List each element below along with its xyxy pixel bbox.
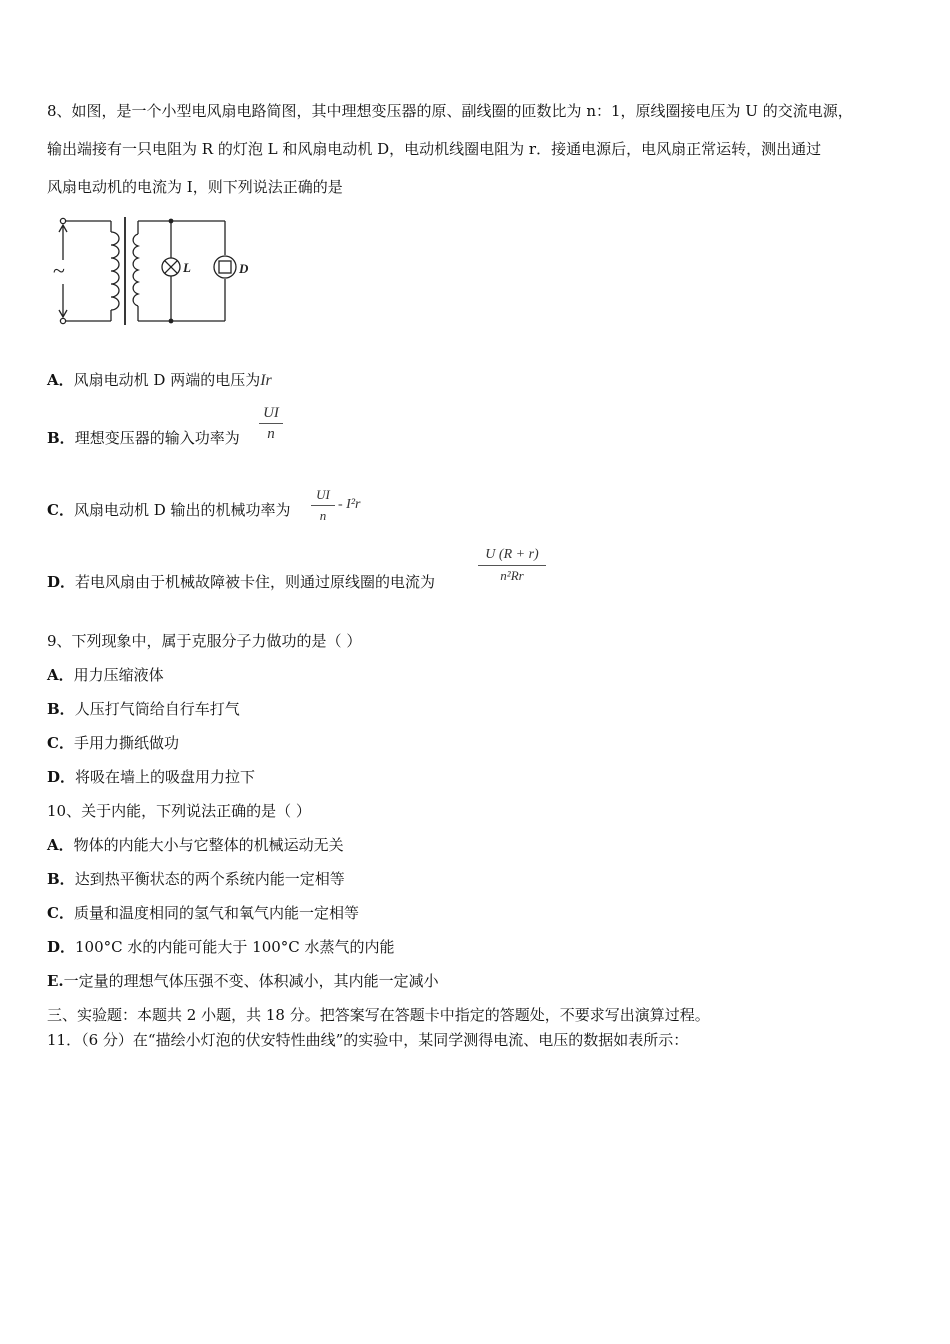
option-letter: A． (47, 836, 74, 854)
option-letter: A． (47, 666, 74, 684)
option-math: Ir (260, 372, 272, 389)
option-text: 风扇电动机 D 输出的机械功率为 (73, 501, 291, 519)
q10-option-b (47, 869, 345, 889)
option-letter: B． (47, 429, 75, 447)
ac-source-symbol: ~ (53, 258, 65, 283)
q9-stem: 9、下列现象中，属于克服分子力做功的是（ ） (47, 632, 362, 650)
option-text: 人压打气筒给自行车打气 (74, 700, 240, 718)
fraction-denominator: n (319, 508, 327, 523)
option-letter: C． (47, 501, 74, 519)
fraction-denominator: n²Rr (500, 568, 524, 583)
q8-option-c-tail: - I²r (338, 497, 361, 512)
option-letter: D． (47, 768, 76, 786)
q10-stem: 10、关于内能，下列说法正确的是（ ） (47, 802, 311, 820)
option-text: 物体的内能大小与它整体的机械运动无关 (73, 836, 344, 854)
option-letter: E. (47, 972, 64, 990)
option-text: 理想变压器的输入功率为 (74, 429, 240, 447)
q10-option-c (47, 903, 359, 923)
option-text: 达到热平衡状态的两个系统内能一定相等 (74, 870, 345, 888)
q9-option-d (47, 767, 255, 787)
option-text: 100°C 水的内能可能大于 100°C 水蒸气的内能 (75, 938, 395, 956)
option-letter: D． (47, 938, 76, 956)
q8-option-c-fraction (311, 486, 335, 525)
option-letter: D． (47, 573, 76, 591)
option-text: 一定量的理想气体压强不变、体积减小，其内能一定减小 (63, 972, 439, 990)
lamp-label: L (183, 260, 191, 275)
q8-option-b-fraction (259, 404, 283, 443)
option-text: 手用力撕纸做功 (73, 734, 179, 752)
q11-stem: 11．（6 分）在“描绘小灯泡的伏安特性曲线”的实验中，某同学测得电流、电压的数据如表所示： (47, 1031, 689, 1049)
q10-option-d (47, 937, 395, 957)
option-text: 若电风扇由于机械故障被卡住，则通过原线圈的电流为 (75, 573, 436, 591)
q8-option-b (47, 428, 240, 448)
q9-option-c (47, 733, 179, 753)
motor-label: D (239, 261, 249, 276)
q8-stem-line-3: 风扇电动机的电流为 I，则下列说法正确的是 (47, 178, 343, 196)
q9-option-a (47, 665, 164, 685)
q8-option-d-fraction (478, 546, 546, 585)
option-letter: C． (47, 734, 74, 752)
option-text: 将吸在墙上的吸盘用力拉下 (75, 768, 256, 786)
q8-stem-line-2: 输出端接有一只电阻为 R 的灯泡 L 和风扇电动机 D，电动机线圈电阻为 r．接通电源后，电风扇正常运转，测出通过 (47, 140, 822, 158)
option-text: 风扇电动机 D 两端的电压为 (73, 371, 261, 389)
q8-option-a (47, 370, 272, 391)
fraction-denominator: n (267, 426, 275, 442)
fraction-numerator: UI (263, 405, 279, 421)
fraction-numerator: UI (316, 487, 330, 502)
option-letter: B． (47, 870, 75, 888)
q8-option-c (47, 500, 291, 520)
option-text: 用力压缩液体 (73, 666, 164, 684)
q9-option-b (47, 699, 240, 719)
q10-option-a (47, 835, 344, 855)
q8-stem-line-1: 8、如图，是一个小型电风扇电路简图，其中理想变压器的原、副线圈的匝数比为 n：1，原线圈接电压为 U 的交流电源， (47, 102, 853, 120)
option-text: 质量和温度相同的氢气和氧气内能一定相等 (73, 904, 359, 922)
circuit-diagram (45, 212, 255, 332)
option-letter: A． (47, 371, 74, 389)
option-letter: B． (47, 700, 75, 718)
section-3-heading: 三、实验题：本题共 2 小题，共 18 分。把答案写在答题卡中指定的答题处，不要求写出演算过程。 (47, 1006, 710, 1024)
q8-option-d (47, 572, 435, 592)
fraction-numerator: U (R + r) (485, 547, 539, 562)
q10-option-e (47, 971, 439, 991)
option-letter: C． (47, 904, 74, 922)
